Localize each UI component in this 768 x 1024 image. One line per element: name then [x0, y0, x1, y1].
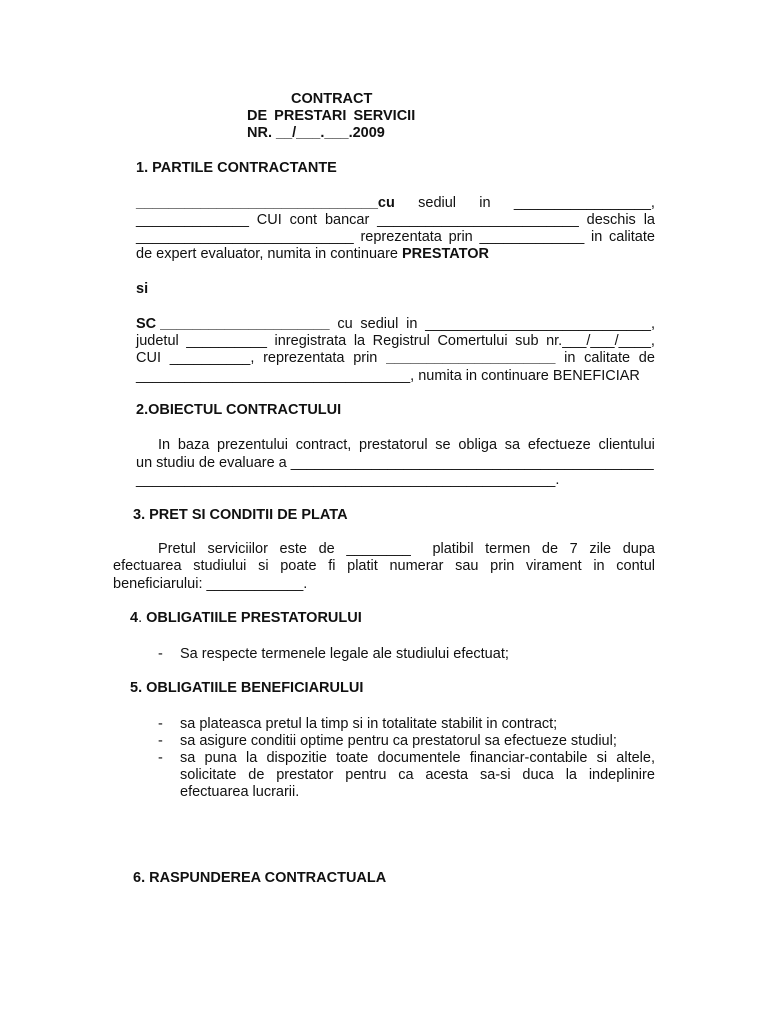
beneficiar-obligation-3-line-3: efectuarea lucrarii.: [180, 784, 300, 800]
prestator-obligation-1: Sa respecte termenele legale ale studiului efectuat;: [180, 646, 509, 662]
section-3-line-2: efectuarea studiului si poate fi platit numerar sau prin virament in contul: [113, 558, 655, 574]
prestator-line-3: ___________________________ reprezentata prin _____________ in calitate: [136, 229, 655, 245]
section-2-line-2: un studiu de evaluare a _____________________________________________: [136, 455, 654, 471]
beneficiar-obligation-3-line-1: sa puna la dispozitie toate documentele financiar-contabile si altele,: [180, 750, 655, 766]
section-2-line-1: In baza prezentului contract, prestatorul se obliga sa efectueze clientului: [158, 437, 655, 453]
section-3-line-3: beneficiarului: ____________.: [113, 576, 308, 592]
prestator-line-2: ______________ CUI cont bancar _________________________ deschis la: [136, 212, 655, 228]
beneficiar-line-4: __________________________________, numita in continuare BENEFICIAR: [136, 368, 640, 384]
bullet: -: [158, 646, 163, 662]
beneficiar-obligation-2: sa asigure conditii optime pentru ca prestatorul sa efectueze studiul;: [180, 733, 617, 749]
bullet: -: [158, 750, 163, 766]
bullet: -: [158, 733, 163, 749]
contract-subtitle: DE PRESTARI SERVICII: [247, 108, 416, 124]
prestator-label: PRESTATOR: [402, 246, 490, 262]
prestator-line-4: de expert evaluator, numita in continuare PRESTATOR: [136, 246, 490, 262]
and-separator: si: [136, 281, 149, 297]
beneficiar-line-1: SC _____________________ cu sediul in ____________________________,: [136, 316, 655, 332]
section-3-line-1: Pretul serviciilor este de ________ platibil termen de 7 zile dupa: [158, 541, 655, 557]
section-5-heading: 5. OBLIGATIILE BENEFICIARULUI: [130, 680, 364, 696]
section-6-heading: 6. RASPUNDEREA CONTRACTUALA: [133, 870, 387, 886]
contract-number: NR. __/___.___.2009: [247, 125, 385, 141]
section-2-heading: 2.OBIECTUL CONTRACTULUI: [136, 402, 342, 418]
beneficiar-obligation-1: sa plateasca pretul la timp si in totalitate stabilit in contract;: [180, 716, 558, 732]
bullet: -: [158, 716, 163, 732]
contract-title: CONTRACT: [291, 91, 373, 107]
beneficiar-line-3: CUI __________, reprezentata prin _____________________ in calitate de: [136, 350, 655, 366]
section-3-heading: 3. PRET SI CONDITII DE PLATA: [133, 507, 348, 523]
prestator-line-1: ______________________________cu sediul in _________________,: [136, 195, 655, 211]
section-1-heading: 1. PARTILE CONTRACTANTE: [136, 160, 337, 176]
section-2-line-3: ____________________________________________________.: [136, 472, 560, 488]
beneficiar-line-2: judetul __________ inregistrata la Registrul Comertului sub nr.___/___/____,: [136, 333, 655, 349]
section-4-heading: 4. OBLIGATIILE PRESTATORULUI: [130, 610, 362, 626]
beneficiar-obligation-3-line-2: solicitate de prestator pentru ca acesta sa-si duca la indeplinire: [180, 767, 655, 783]
